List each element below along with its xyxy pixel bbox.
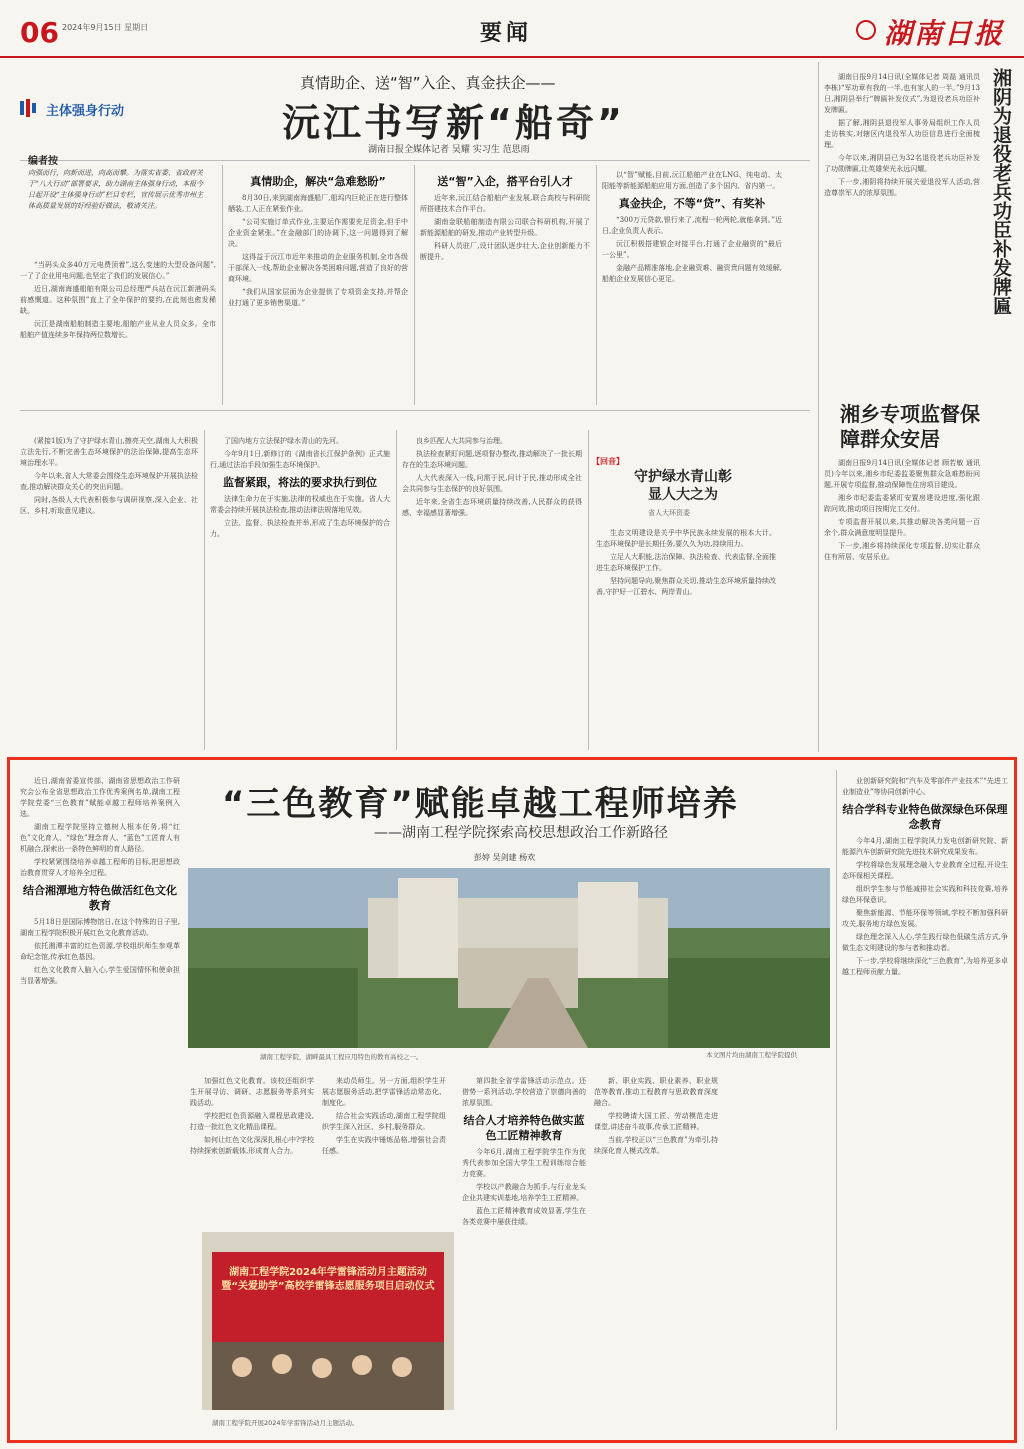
story2-column-3: 良乡匹配人大共同参与治理。 执法检查紧盯问题,逐项督办整改,推动解决了一批长期存在的生态环境问题。 人大代表深入一线,问需于民,问计于民,推动形成全社会共同参与生态保护的良好氛围。 近年来,全省生态环境质量持续改善,人民群众的获得感、幸福感显著增强。 bbox=[402, 437, 582, 517]
divider bbox=[20, 410, 810, 411]
section-title: 要闻 bbox=[480, 21, 533, 46]
divider bbox=[588, 430, 589, 750]
story1-subhead: 送“智”入企，搭平台引人才 bbox=[437, 175, 573, 188]
side-story1-body: 湖南日报9月14日讯(全媒体记者 周磊 通讯员 李栋)“军功章有我的一半,也有家人的一半。”9月13日,湘阴县举行“牌匾补发仪式”,为退役老兵功臣补发牌匾。 据了解,湘阴县退役军人事务局组织工作人员走访核实,对辖区内退役军人功臣信息进行全面梳理。 今年以来,湘阴县已为32名退役老兵功臣补发了功勋牌匾,让英雄荣光永远闪耀。 下一步,湘阴将持续开展关爱退役军人活动,营造尊崇军人的浓厚氛围。 bbox=[824, 73, 980, 197]
campus-aerial-image bbox=[188, 868, 830, 1048]
story1-column-4: 以“智”赋能,目前,沅江船舶产业在LNG、纯电动、太阳能等新能源船舶应用方面,创造了多个国内、省内第一。 真金扶企，不等“贷”、有奖补 “300万元贷款,银行来了,流程一轮两轮,就能拿到。”近日,企业负责人表示。 沅江积极搭建银企对接平台,打通了企业融资的“最后一公里”。 金融产品精准落地,企业融资难、融资贵问题有效缓解,船舶企业发展信心更足。 bbox=[602, 171, 782, 283]
side-story2-title: 湘乡专项监督保障群众安居 bbox=[840, 402, 980, 451]
feature-headline: “三色教育”赋能卓越工程师培养 bbox=[222, 784, 739, 824]
side-story2-body: 湖南日报9月14日讯(全媒体记者 顾若敏 通讯员)今年以来,湘乡市纪委监委聚焦群众急难愁盼问题,开展专项监督,推动保障性住房项目建设。 湘乡市纪委监委紧盯安置房建设进度,强化跟踪问效,推动项目按期完工交付。 专项监督开展以来,共推动解决各类问题一百余个,群众满意度明显提升。 下一步,湘乡将持续深化专项监督,切实让群众住有所居、安居乐业。 bbox=[824, 459, 980, 561]
story2-subhead: 监督紧跟，将法的要求执行到位 bbox=[223, 476, 377, 489]
series-tag-icon bbox=[20, 99, 40, 117]
divider bbox=[396, 430, 397, 750]
story2-column-1: (紧接1版)为了守护绿水青山,擦亮天空,湖南人大积极立法先行,不断完善生态环境保护的法治保障,提高生态环境治理水平。 今年以来,省人大常委会围绕生态环境保护开展执法检查,推动解决群众关心的突出问题。 同时,各级人大代表积极参与调研视察,深入企业、社区、乡村,听取意见建议。 bbox=[20, 437, 198, 515]
feature-column-5: 新、职业实践、职业素养、职业规范等教育,推动工程教育与思政教育深度融合。 学校聘请大国工匠、劳动模范走进课堂,讲述奋斗故事,传承工匠精神。 当前,学校正以“三色教育”为牵引,持续深化育人模式改革。 bbox=[594, 1077, 718, 1155]
photo2-caption: 湖南工程学院开展2024年学雷锋活动月主题活动。 bbox=[212, 1419, 359, 1427]
feature-column-4: 第四批全省学雷锋活动示范点。还借势一系列活动,学校营造了崇德向善的浓厚氛围。 结合人才培养特色做实蓝色工匠精神教育 今年6月,湖南工程学院学生作为优秀代表参加全国大学生工程训练综合能力竞赛。 学校以产教融合为抓手,与行业龙头企业共建实训基地,培养学生工匠精神。 蓝色工匠精神教育成效显著,学生在各类竞赛中屡获佳绩。 bbox=[462, 1077, 586, 1226]
divider bbox=[596, 165, 597, 405]
commentary-tag: 【回音】 bbox=[592, 457, 624, 466]
divider bbox=[20, 160, 810, 161]
story1-kicker: 真情助企、送“智”入企、真金扶企—— bbox=[300, 74, 556, 92]
divider bbox=[414, 165, 415, 405]
commentary-author: 省人大环资委 bbox=[648, 509, 690, 517]
series-tag: 主体强身行动 bbox=[46, 104, 125, 119]
campus-photo bbox=[188, 868, 830, 1048]
paper-logo-seal-icon bbox=[856, 20, 876, 40]
story1-column-1: “当码头众多40万元电费顶着”,这么变速的大型设备问题”,一了了企业用电问题,也坚定了我们的发展信心。” 近日,湖南海盛船舶有限公司总经理严兵站在沅江新港码头前感慨道。这种氛围”直上了全年保护的要约,在此刻也愈发稀缺。 沅江是湖南船舶制造主要地,船舶产业从业人员众多。全市船舶产值连续多年保持两位数增长。 bbox=[20, 261, 216, 339]
divider bbox=[222, 165, 223, 405]
feature-column-3: 来动员师生。另一方面,组织学生开展志愿服务活动,把学雷锋活动常态化、制度化。 结合社会实践活动,湖南工程学院组织学生深入社区、乡村,服务群众。 学生在实践中锤炼品格,增强社会责任感。 bbox=[322, 1077, 446, 1155]
story1-subhead: 真情助企，解决“急难愁盼” bbox=[250, 175, 386, 188]
editor-note-label: 编者按 bbox=[28, 156, 58, 167]
feature-subhead: ——湖南工程学院探索高校思想政治工作新路径 bbox=[374, 825, 668, 841]
story1-subhead: 真金扶企，不等“贷”、有奖补 bbox=[618, 197, 766, 210]
banner-text: 湖南工程学院2024年学雷锋活动月主题活动暨“关爱助学”高校学雷锋志愿服务项目启动仪式 bbox=[221, 1267, 435, 1292]
event-photo bbox=[202, 1232, 454, 1410]
feature-subhead-blue: 结合人才培养特色做实蓝色工匠精神教育 bbox=[463, 1114, 585, 1142]
feature-subhead-green: 结合学科专业特色做深绿色环保理念教育 bbox=[842, 803, 1008, 831]
story1-byline: 湖南日报全媒体记者 吴耀 实习生 范思雨 bbox=[368, 145, 530, 155]
feature-column-6: 业创新研究院和“汽车及零部件产业技术”“先进工业制造业”等协同创新中心。 结合学科专业特色做深绿色环保理念教育 今年4月,湖南工程学院风力发电创新研究院、新能源汽车创新研究院先进技术研究成果发布。 学校将绿色发展理念融入专业教育全过程,开设生态环保相关课程。 组织学生参与节能减排社会实践和科技竞赛,培养绿色环保意识。 聚焦新能源、节能环保等领域,学校不断加强科研攻关,服务地方绿色发展。 绿色理念深入人心,学生践行绿色低碳生活方式,争做生态文明建设的参与者和推动者。 下一步,学校将继续深化“三色教育”,为培养更多卓越工程师贡献力量。 bbox=[842, 777, 1008, 976]
feature-byline: 彭婷 吴剑建 杨欢 bbox=[474, 853, 536, 862]
story1-column-3: 送“智”入企，搭平台引人才 近年来,沅江结合船舶产业发展,联合高校与科研院所搭建技术合作平台。 湖南金联船舶制造有限公司联合科研机构,开展了新能源船舶的研发,推动产业转型升级。 科研人员驻厂,设计团队逐步壮大,企业创新能力不断提升。 bbox=[420, 175, 590, 261]
story1-headline: 沅江书写新“船奇” bbox=[282, 101, 625, 145]
photo1-caption: 湖南工程学院，湖畔最具工程应用特色的教育高校之一。 bbox=[260, 1053, 423, 1061]
divider bbox=[204, 430, 205, 750]
feature-subhead-red: 结合湘潭地方特色做活红色文化教育 bbox=[23, 884, 177, 912]
story2-column-2: 了国内地方立法保护绿水青山的先河。 今年9月1日,新修订的《湖南省长江保护条例》正式施行,通过法治手段加强生态环境保护。 监督紧跟，将法的要求执行到位 法律生命力在于实施,法律的权威也在于实施。省人大常委会持续开展执法检查,推动法律法规落地见效。 立法、监督、执法检查并举,形成了生态环境保护的合力。 bbox=[210, 437, 390, 538]
feature-column-1: 近日,湖南省委宣传部、湖南省思想政治工作研究会公布全省思想政治工作优秀案例名单,湖南工程学院党委“三色教育”赋能卓越工程师培养案例入选。 湖南工程学院坚持立德树人根本任务,将“红色”文化育人、“绿色”理念育人、“蓝色”工匠育人有机融合,探索出一条特色鲜明的育人路径。 学校紧紧围绕培养卓越工程师的目标,把思想政治教育贯穿人才培养全过程。 结合湘潭地方特色做活红色文化教育 5月18日是国际博物馆日,在这个特殊的日子里,湖南工程学院积极开展红色文化教育活动。 依托湘潭丰富的红色资源,学校组织师生参观革命纪念馆,传承红色基因。 红色文化教育入脑入心,学生爱国情怀和使命担当显著增强。 bbox=[20, 777, 180, 985]
page-number: 06 bbox=[20, 16, 59, 49]
feature-column-2: 加强红色文化教育。该校还组织学生开展寻访、调研、志愿服务等系列实践活动。 学校把红色资源融入课程思政建设,打造一批红色文化精品课程。 如何让红色文化深深扎根心中?学校持续探索创新载体,形成育人合力。 bbox=[190, 1077, 314, 1155]
divider bbox=[836, 770, 837, 1430]
story1-column-2: 真情助企，解决“急难愁盼” 8月30日,来到湖南海盛船厂,船坞内巨轮正在进行整体舾装,工人正在紧张作业。 “公司实施订单式作业,主要运作需要充足资金,但手中企业资金紧张。”在金融部门的协调下,这一问题得到了解决。 这得益于沅江市近年来推动的企业服务机制,全市各级干部深入一线,帮助企业解决各类困难问题,营造了良好的营商环境。 “我们从国家层面为企业提供了专项资金支持,并帮企业打通了更多销售渠道。” bbox=[228, 175, 408, 307]
paper-name: 湖南日报 bbox=[884, 17, 1005, 50]
side-story1-title: 湘阴为退役老兵功臣补发牌匾 bbox=[990, 68, 1012, 315]
volunteer-event-image bbox=[202, 1232, 454, 1410]
photo1-credit: 本文图片均由湖南工程学院提供 bbox=[706, 1051, 797, 1059]
editor-note: 向强而行，向新而进，向高而攀。为落实省委、省政府关于“八大行动”部署要求，助力湖南主体强身行动，本报今日起开设“主体强身行动”栏目专栏，宣传展示优秀市州主体高质量发展的好经验好做法，敬请关注。 bbox=[28, 169, 204, 210]
divider bbox=[818, 62, 819, 752]
commentary-body: 生态文明建设是关乎中华民族永续发展的根本大计。生态环境保护是长期任务,要久久为功,持续用力。 立足人大职能,法治保障、执法检查、代表监督,全面推进生态环境保护工作。 坚持问题导向,聚焦群众关切,推动生态环境质量持续改善,守护好一江碧水、两岸青山。 bbox=[596, 529, 776, 596]
date-line: 2024年9月15日 星期日 bbox=[62, 23, 149, 32]
commentary-title: 守护绿水青山彰显人大之为 bbox=[634, 469, 732, 503]
